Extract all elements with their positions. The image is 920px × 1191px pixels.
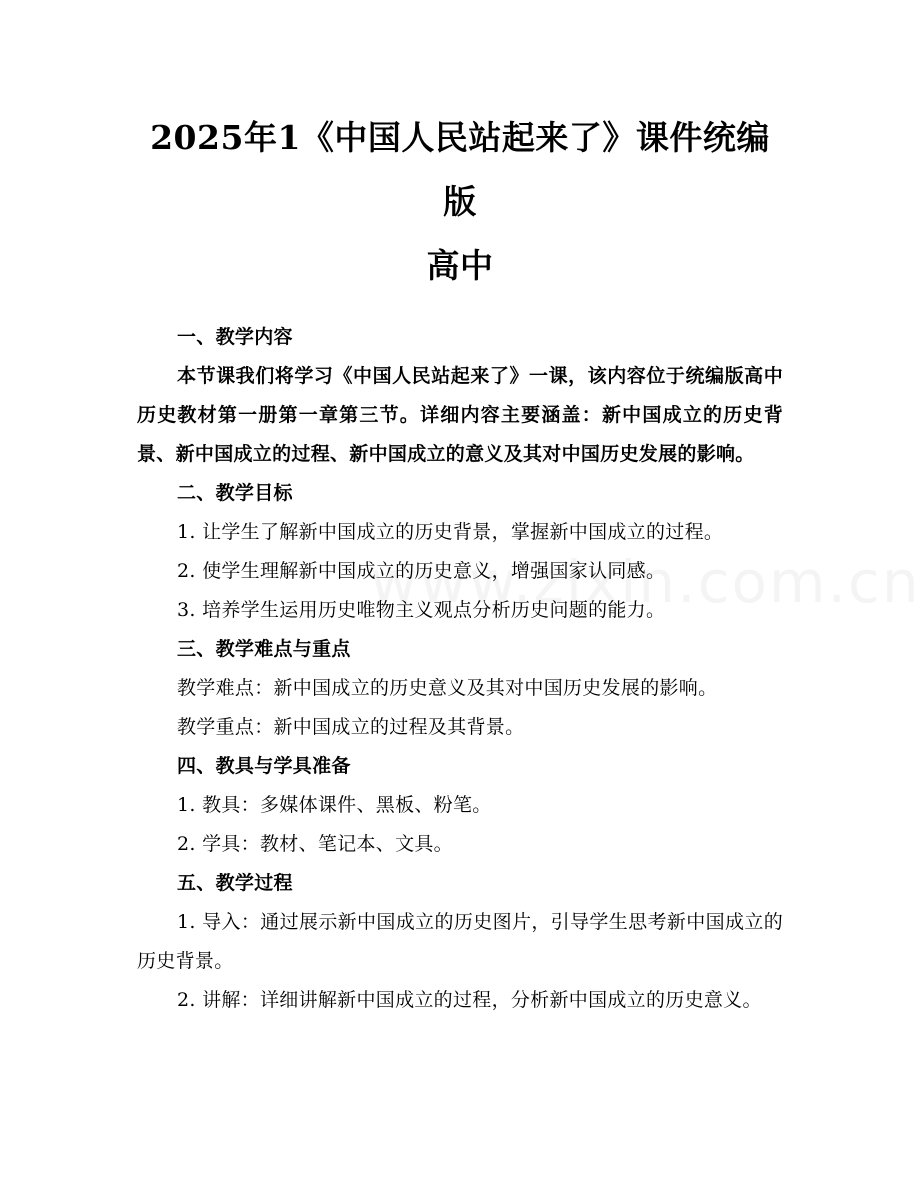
process-item: 1. 导入：通过展示新中国成立的历史图片，引导学生思考新中国成立的历史背景。 <box>137 911 783 972</box>
section-heading-difficulties: 三、教学难点与重点 <box>177 638 351 660</box>
document-body <box>137 318 783 1020</box>
process-item: 2. 讲解：详细讲解新中国成立的过程，分析新中国成立的历史意义。 <box>177 989 762 1011</box>
content-paragraph: 本节课我们将学习《中国人民站起来了》一课，该内容位于统编版高中历史教材第一册第一章第三节。详细内容主要涵盖：新中国成立的历史背景、新中国成立的过程、新中国成立的意义及其对中国历史发展的影响。 <box>137 365 783 465</box>
focus-item: 教学重点：新中国成立的过程及其背景。 <box>177 716 525 738</box>
section-heading-content: 一、教学内容 <box>177 326 293 348</box>
goal-item: 1. 让学生了解新中国成立的历史背景，掌握新中国成立的过程。 <box>177 521 724 543</box>
goal-item: 3. 培养学生运用历史唯物主义观点分析历史问题的能力。 <box>177 599 666 621</box>
difficulty-item: 教学难点：新中国成立的历史意义及其对中国历史发展的影响。 <box>177 677 718 699</box>
title-line-1: 2025年1《中国人民站起来了》课件统编版 <box>150 118 770 221</box>
section-heading-goals: 二、教学目标 <box>177 482 293 504</box>
tool-item: 2. 学具：教材、笔记本、文具。 <box>177 833 453 855</box>
section-heading-tools: 四、教具与学具准备 <box>177 755 351 777</box>
goal-item: 2. 使学生理解新中国成立的历史意义，增强国家认同感。 <box>177 560 666 582</box>
document-title <box>137 106 783 298</box>
title-line-2: 高中 <box>426 246 494 285</box>
tool-item: 1. 教具：多媒体课件、黑板、粉笔。 <box>177 794 492 816</box>
section-heading-process: 五、教学过程 <box>177 872 293 894</box>
